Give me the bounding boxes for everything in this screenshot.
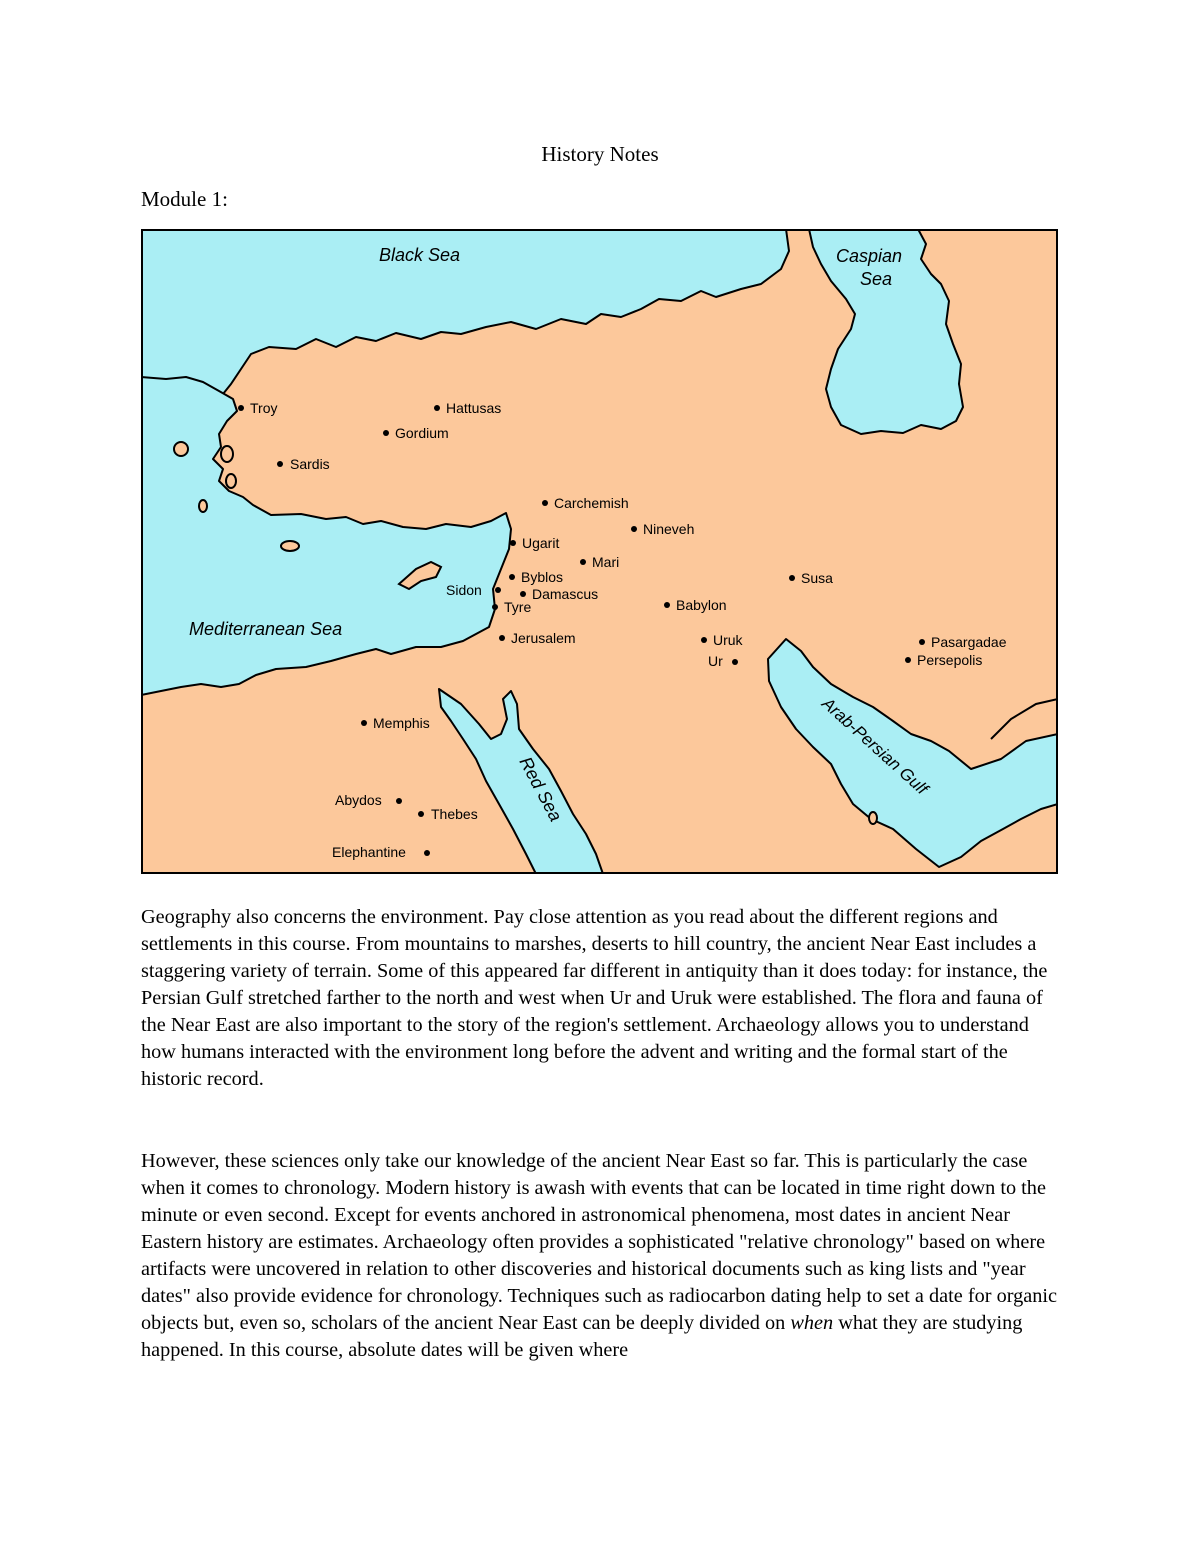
city-thebes: Thebes <box>431 806 478 822</box>
city-nineveh: Nineveh <box>643 521 695 537</box>
page-title: History Notes <box>541 142 659 166</box>
island-bahrain <box>869 812 877 824</box>
map-svg <box>141 229 1058 874</box>
island-rhodes <box>281 541 299 551</box>
city-jerusalem: Jerusalem <box>511 630 576 646</box>
city-dot-pasargadae <box>919 639 925 645</box>
city-dot-carchemish <box>542 500 548 506</box>
city-dot-gordium <box>383 430 389 436</box>
city-sidon: Sidon <box>446 582 482 598</box>
city-ugarit: Ugarit <box>522 535 560 551</box>
paragraph-chronology-text: However, these sciences only take our knowledge of the ancient Near East so far. This is particularly the case when it comes to chronology. Modern history is awash with events that can be located in time right down to the minute or even second. Except for events anchored in astronomical phenomena, most dates in ancient Near Eastern history are estimates. Archaeology often provides a sophisticated "relative chronology" based on where artifacts were uncovered in relation to other discoveries and historical documents such as king lists and "year dates" also provide evidence for chronology. Techniques such as radiocarbon dating help to set a date for organic objects but, even so, scholars of the ancient Near East can be deeply divided on <box>141 1150 1058 1334</box>
city-dot-damascus <box>520 591 526 597</box>
city-damascus: Damascus <box>532 586 599 602</box>
city-dot-nineveh <box>631 526 637 532</box>
city-dot-mari <box>580 559 586 565</box>
island-cos <box>226 474 236 488</box>
city-dot-hattusas <box>434 405 440 411</box>
city-hattusas: Hattusas <box>446 400 502 416</box>
city-dot-uruk <box>701 637 707 643</box>
paragraph-geography: Geography also concerns the environment. Pay close attention as you read about the different regions and settlements in this course. From mountains to marshes, deserts to hill country, the ancient Near East includes a staggering variety of terrain. Some of this appeared far different in antiquity than it does today: for instance, the Persian Gulf stretched farther to the north and west when Ur and Uruk were established. The flora and fauna of the Near East are also important to the story of the region's settlement. Archaeology allows you to understand how humans interacted with the environment long before the advent and writing and the formal start of the historic record. <box>141 906 1048 1090</box>
city-dot-ur <box>732 659 738 665</box>
city-gordium: Gordium <box>395 425 449 441</box>
city-dot-jerusalem <box>499 635 505 641</box>
city-dot-troy <box>238 405 244 411</box>
city-elephantine: Elephantine <box>332 844 406 860</box>
label-caspian-2: Sea <box>860 269 893 289</box>
city-tyre: Tyre <box>504 599 532 615</box>
city-pasargadae: Pasargadae <box>931 634 1007 650</box>
city-dot-abydos <box>396 798 402 804</box>
city-dot-tyre <box>492 604 498 610</box>
module-heading: Module 1: <box>141 187 228 211</box>
city-dot-ugarit <box>510 540 516 546</box>
city-uruk: Uruk <box>713 632 743 648</box>
city-mari: Mari <box>592 554 620 570</box>
near-east-map <box>141 229 1058 874</box>
city-babylon: Babylon <box>676 597 727 613</box>
paragraph-chronology <box>141 1148 1061 1364</box>
city-ur: Ur <box>708 653 723 669</box>
city-susa: Susa <box>801 570 833 586</box>
island-lesbos <box>174 442 188 456</box>
emphasis-when: when <box>790 1312 834 1334</box>
label-mediterranean: Mediterranean Sea <box>189 619 343 639</box>
city-persepolis: Persepolis <box>917 652 983 668</box>
city-dot-babylon <box>664 602 670 608</box>
city-dot-elephantine <box>424 850 430 856</box>
island-chios <box>221 446 233 462</box>
city-dot-byblos <box>509 574 515 580</box>
label-gulf: Arab-Persian Gulf <box>818 693 932 799</box>
city-dot-sardis <box>277 461 283 467</box>
city-dot-persepolis <box>905 657 911 663</box>
city-dot-thebes <box>418 811 424 817</box>
city-sardis: Sardis <box>290 456 330 472</box>
label-black-sea: Black Sea <box>379 245 461 265</box>
city-carchemish: Carchemish <box>554 495 629 511</box>
city-dot-susa <box>789 575 795 581</box>
city-memphis: Memphis <box>373 715 430 731</box>
city-troy: Troy <box>250 400 278 416</box>
city-abydos: Abydos <box>335 792 382 808</box>
label-caspian-1: Caspian <box>836 246 903 266</box>
island-samos <box>199 500 207 512</box>
city-dot-sidon <box>495 587 501 593</box>
paragraph-chronology-end: what they are studying happened. In this course, absolute dates will be given where <box>141 1312 1023 1361</box>
city-byblos: Byblos <box>521 569 564 585</box>
city-dot-memphis <box>361 720 367 726</box>
label-red-sea: Red Sea <box>515 753 567 825</box>
